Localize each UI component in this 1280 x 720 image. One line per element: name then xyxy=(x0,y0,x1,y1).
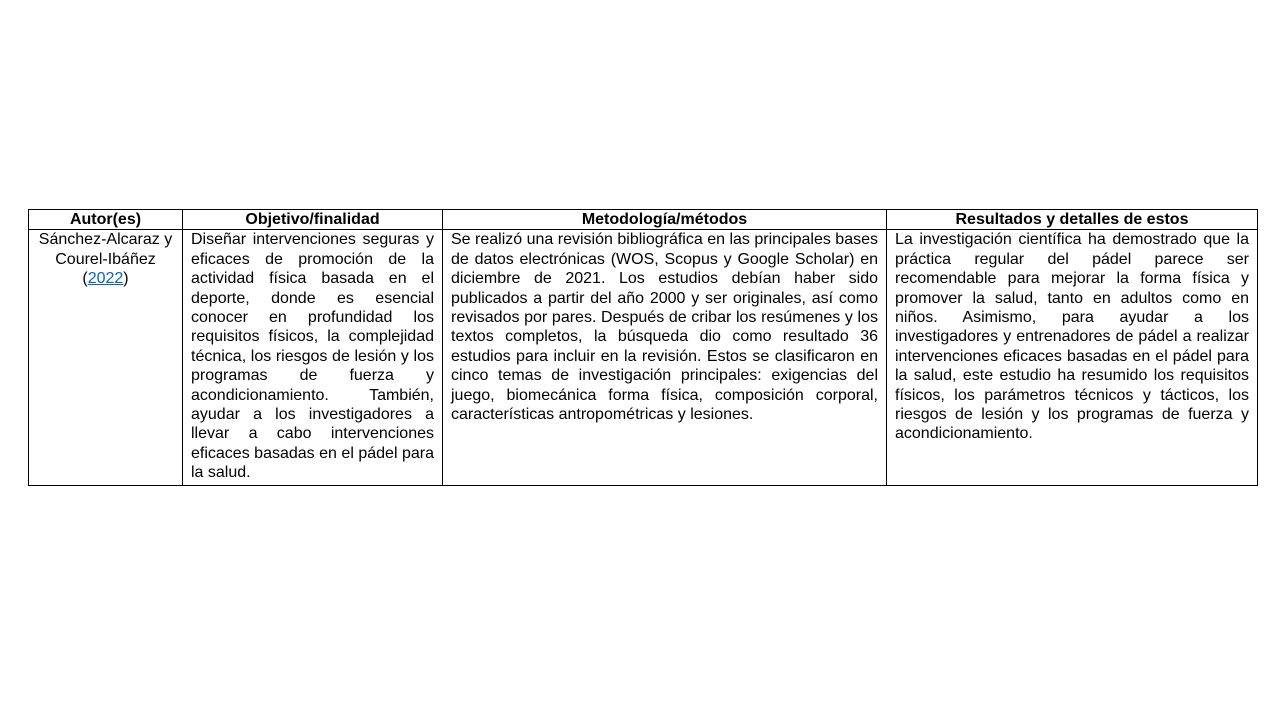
author-name: Sánchez-Alcaraz y Courel-Ibáñez xyxy=(38,231,173,268)
table-header-row xyxy=(29,210,1258,230)
summary-table-container xyxy=(28,209,1257,486)
cell-results: La investigación científica ha demostrado que la práctica regular del pádel parece ser recomendable para mejorar la forma física y promover la salud, tanto en adultos como en niños. Asimismo, para ayudar a los investigadores y entrenadores de pádel a realizar intervenciones eficaces basadas en el pádel para la salud, este estudio ha resumido los requisitos físicos, los parámetros técnicos y tácticos, los riesgos de lesión y los programas de fuerza y acondicionamiento. xyxy=(887,230,1258,485)
header-results: Resultados y detalles de estos xyxy=(887,210,1258,230)
header-objective: Objetivo/finalidad xyxy=(183,210,443,230)
cell-methodology: Se realizó una revisión bibliográfica en las principales bases de datos electrónicas (WOS, Scopus y Google Scholar) en diciembre de 2021. Los estudios debían haber sido publicados a partir del año 2000 y ser originales, así como revisados por pares. Después de cribar los resúmenes y los textos completos, la búsqueda dio como resultado 36 estudios para incluir en la revisión. Estos se clasificaron en cinco temas de investigación principales: exigencias del juego, biomecánica forma física, composición corporal, características antropométricas y lesiones. xyxy=(443,230,887,485)
table-row xyxy=(29,230,1258,485)
citation-year-link[interactable]: 2022 xyxy=(87,270,124,288)
summary-table xyxy=(28,209,1258,486)
cell-authors xyxy=(29,230,183,485)
cell-objective: Diseñar intervenciones seguras y eficaces de promoción de la actividad física basada en el deporte, donde es esencial conocer en profundidad los requisitos físicos, la complejidad técnica, los riesgos de lesión y los programas de fuerza y acondicionamiento. También, ayudar a los investigadores a llevar a cabo intervenciones eficaces basadas en el pádel para la salud. xyxy=(183,230,443,485)
header-authors: Autor(es) xyxy=(29,210,183,230)
year-open-paren: ( xyxy=(82,270,88,288)
header-methodology: Metodología/métodos xyxy=(443,210,887,230)
year-close-paren: ) xyxy=(123,270,129,288)
